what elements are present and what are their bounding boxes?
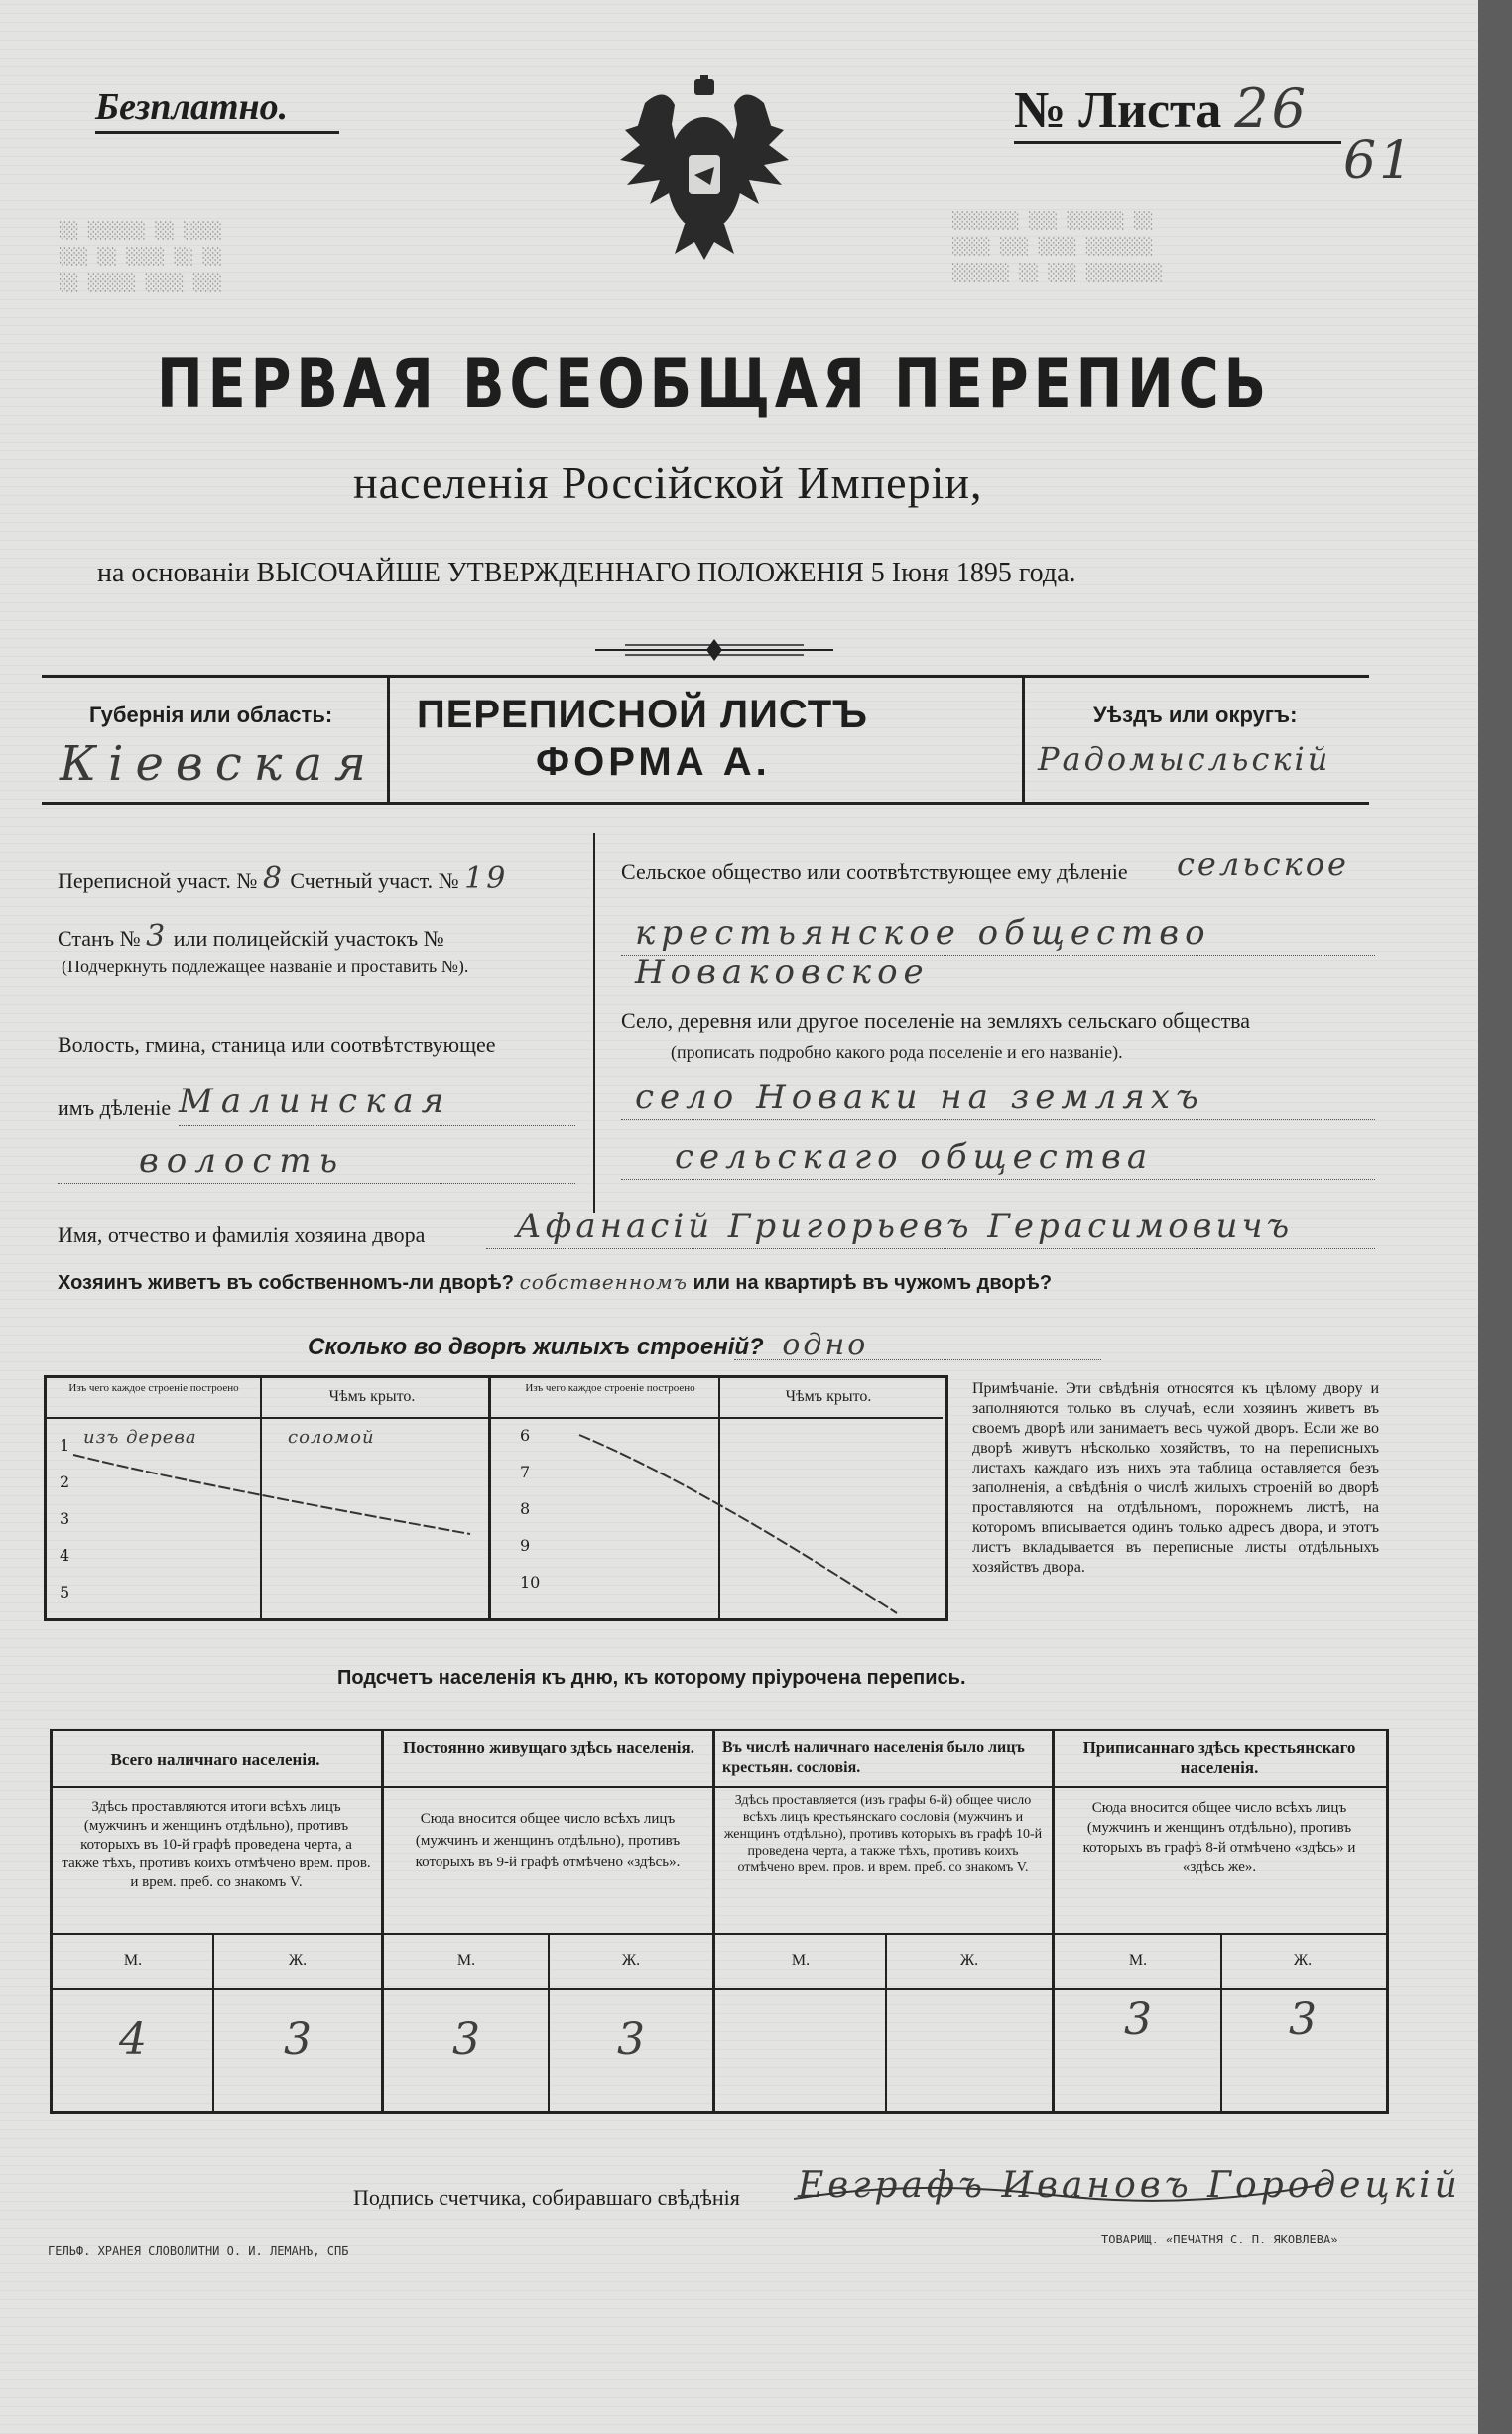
society-line — [621, 955, 1375, 956]
owner-value: Афанасій Григорьевъ Герасимовичъ — [516, 1207, 1294, 1246]
stan-field — [58, 919, 444, 954]
sheet-number-label: № Листа — [1014, 82, 1222, 139]
free-label: Безплатно. — [95, 86, 289, 128]
footer-left: ГЕЛЬФ. ХРАНЕЯ СЛОВОЛИТНИ О. И. ЛЕМАНЪ, СПБ — [48, 2244, 349, 2258]
buildings-col-roof: Чѣмъ крыто. — [328, 1388, 416, 1405]
pop-col4-desc: Сюда вносится общее число всѣхъ лицъ (мужчинъ и женщинъ отдѣльно), противъ которыхъ въ графѣ 8-й отмѣчено «здѣсь» и «здѣсь же». — [1082, 1800, 1356, 1875]
pop-col4-m-value: 3 — [1124, 1994, 1152, 2045]
residence-label-2: или на квартирѣ въ чужомъ дворѣ? — [693, 1272, 1053, 1294]
pop-mf-rule — [50, 1988, 1389, 1990]
buildings-col-material-right: Изъ чего каждое строеніе построено — [525, 1382, 695, 1394]
pop-col1-m-label: М. — [123, 1952, 143, 1969]
province-label: Губернія или область: — [89, 703, 333, 727]
district-value: Радомысльскій — [1038, 740, 1331, 778]
pop-header-rule — [50, 1786, 1389, 1788]
row-number: 7 — [520, 1463, 531, 1481]
village-value-2: сельскаго общества — [675, 1137, 1154, 1177]
pop-col3-desc: Здѣсь проставляется (изъ графы 6-й) общее число всѣхъ лицъ крестьянскаго сословія (мужчинъ и женщинъ отдѣльно), противъ которыхъ въ графѣ 10-й проведена черта, а также тѣхъ, противъ коихъ отмѣчено врем. пров. и врем. преб. со знакомъ V. — [723, 1793, 1043, 1875]
underline-instruction: (Подчеркнуть подлежащее названіе и проставить №). — [62, 957, 469, 976]
owner-label: Имя, отчество и фамилія хозяина двора — [58, 1222, 426, 1247]
footer-right: ТОВАРИЩ. «ПЕЧАТНЯ С. П. ЯКОВЛЕВА» — [1101, 2233, 1338, 2246]
pop-col1-f-label: Ж. — [288, 1952, 308, 1969]
village-line-2 — [621, 1179, 1375, 1180]
village-label: Село, деревня или другое поселеніе на земляхъ сельскаго общества — [621, 1008, 1251, 1033]
buildings-value: одно — [782, 1328, 869, 1362]
band-bottom-rule — [42, 802, 1369, 805]
corner-note: 61 — [1343, 131, 1416, 191]
society-label: Сельское общество или соотвѣтствующее ему дѣленіе — [621, 859, 1128, 884]
buildings-label: Сколько во дворѣ жилыхъ строеній? — [308, 1334, 764, 1360]
imperial-eagle-emblem — [615, 75, 794, 264]
bleed-through-text: ░░ ░░░░░░ ░░ ░░░░ ░░░ ░░ ░░░░ ░░ ░░ ░░ ░░░░░ ░░░░ ░░░ — [60, 221, 222, 292]
pop-col4-m-label: М. — [1128, 1952, 1148, 1969]
pop-col1-desc: Здѣсь проставляются итоги всѣхъ лицъ (мужчинъ и женщинъ отдѣльно), противъ которыхъ въ 10-й графѣ проведена черта, а также тѣхъ, противъ коихъ отмѣчено врем. пров. и врем. преб. со знакомъ V. — [62, 1799, 371, 1890]
volost-line — [179, 1125, 575, 1126]
signature-label: Подпись счетчика, собиравшаго свѣдѣнія — [353, 2185, 740, 2210]
owner-line — [486, 1248, 1375, 1249]
band-top-rule — [42, 675, 1369, 678]
population-title: Подсчетъ населенія къ дню, къ которому пріурочена перепись. — [337, 1667, 966, 1689]
census-area-field — [58, 861, 508, 896]
volost-value-2: волость — [139, 1141, 346, 1181]
pop-col2-desc: Сюда вносится общее число всѣхъ лицъ (мужчинъ и женщинъ отдѣльно), противъ которыхъ въ 9-й графѣ отмѣчено «здѣсь». — [415, 1811, 681, 1870]
form-title: ПЕРЕПИСНОЙ ЛИСТЪ — [417, 693, 868, 736]
pop-col2-m-label: М. — [456, 1952, 476, 1969]
volost-sublabel: имъ дѣленіе — [58, 1095, 172, 1120]
row-number: 5 — [60, 1583, 70, 1601]
stan-value: 3 — [146, 919, 169, 954]
row-number: 10 — [520, 1573, 541, 1592]
pop-col2-f-label: Ж. — [621, 1952, 641, 1969]
society-value: сельское — [1177, 845, 1349, 883]
pop-col4-f-label: Ж. — [1293, 1952, 1313, 1969]
pop-col2-header: Постоянно живущаго здѣсь населенія. — [403, 1738, 694, 1757]
free-underline — [95, 131, 339, 134]
buildings-line — [734, 1359, 1101, 1360]
row-number: 4 — [60, 1546, 70, 1565]
row-number: 9 — [520, 1536, 531, 1555]
sheet-number-underline — [1014, 141, 1341, 144]
signature-flourish — [794, 2169, 1329, 2209]
row-number: 6 — [520, 1426, 531, 1445]
volost-value: Малинская — [179, 1082, 452, 1121]
volost-label: Волость, гмина, станица или соотвѣтствующее — [58, 1032, 496, 1057]
residence-label: Хозяинъ живетъ въ собственномъ-ли дворѣ? — [58, 1272, 515, 1294]
pop-col3-m-label: М. — [791, 1952, 811, 1969]
fields-divider — [593, 833, 595, 1213]
residence-value: собственномъ — [519, 1270, 688, 1294]
subtitle: населенія Россійской Имперіи, — [353, 457, 983, 508]
pop-col2-m-value: 3 — [452, 2014, 480, 2065]
sheet-number-value: 26 — [1234, 77, 1309, 140]
note-text: Примѣчаніе. Эти свѣдѣнія относятся къ цѣлому двору и заполняются только въ случаѣ, если хозяинъ живетъ въ своемъ дворѣ или занимаетъ весь чужой дворъ. Если же во дворѣ живутъ нѣсколько хозяйствъ, то на переписныхъ листахъ каждаго изъ нихъ эта таблица оставляется безъ заполненія, а свѣдѣнія о числѣ жилыхъ строеній во дворѣ проставляются на отдѣльномъ, порожнемъ листѣ, на которомъ вписывается одинъ только адресъ двора, и этотъ листъ вкладывается въ переписные листы отдѣльныхъ хозяйствъ двора. — [972, 1380, 1379, 1576]
scan-edge — [1478, 0, 1512, 2434]
main-title: ПЕРВАЯ ВСЕОБЩАЯ ПЕРЕПИСЬ — [157, 345, 1272, 424]
strike-through-lines — [44, 1375, 943, 1619]
buildings-col-material: Изъ чего каждое строеніе построено — [68, 1382, 239, 1394]
pop-col3-header: Въ числѣ наличнаго населенія было лицъ крестьян. сословія. — [722, 1739, 1025, 1776]
police-label: или полицейскій участокъ № — [173, 926, 444, 951]
residence-field — [58, 1270, 1052, 1295]
village-value: село Новаки на земляхъ — [635, 1078, 1204, 1117]
sheet-number — [1014, 77, 1309, 140]
signature-value: Евграфъ Ивановъ Городецкій — [798, 2165, 1461, 2206]
district-label: Уѣздъ или округъ: — [1093, 703, 1298, 727]
row1-roof: соломой — [288, 1427, 375, 1448]
pop-col1-f-value: 3 — [284, 2014, 312, 2065]
pop-desc-rule — [50, 1933, 1389, 1935]
band-divider-right — [1022, 675, 1025, 804]
village-line — [621, 1119, 1375, 1120]
counting-area-label: Счетный участ. № — [290, 868, 459, 893]
pop-col4-f-value: 3 — [1289, 1994, 1317, 2045]
buildings-field — [308, 1328, 868, 1362]
village-instruction: (прописать подробно какого рода поселеніе и его названіе). — [671, 1042, 1123, 1062]
legal-basis: на основаніи ВЫСОЧАЙШЕ УТВЕРЖДЕННАГО ПОЛОЖЕНІЯ 5 Іюня 1895 года. — [97, 558, 1076, 588]
form-label: ФОРМА А. — [536, 740, 771, 784]
ornamental-divider — [595, 635, 833, 665]
row-number: 3 — [60, 1509, 70, 1528]
pop-col4-header: Приписаннаго здѣсь крестьянскаго населенія. — [1082, 1738, 1356, 1777]
pop-col2-f-value: 3 — [617, 2014, 645, 2065]
row1-material: изъ дерева — [83, 1427, 197, 1448]
pop-col3-f-label: Ж. — [959, 1952, 979, 1969]
pop-col1-m-value: 4 — [119, 2014, 147, 2065]
row-number: 8 — [520, 1499, 531, 1518]
census-area-label: Переписной участ. № — [58, 868, 258, 893]
pop-col1-header: Всего наличнаго населенія. — [110, 1750, 320, 1769]
row-number: 1 — [60, 1436, 70, 1455]
province-value: Кіевская — [60, 736, 378, 792]
buildings-col-roof-right: Чѣмъ крыто. — [785, 1388, 872, 1405]
counting-area-value: 19 — [464, 861, 509, 896]
census-area-value: 8 — [262, 861, 285, 896]
bleed-through-text: ░░░░░░░ ░░░ ░░░░░░ ░░ ░░░░ ░░░ ░░░░ ░░░░░░░ ░░░░░░ ░░ ░░░ ░░░░░░░░ — [952, 211, 1163, 282]
band-divider-left — [387, 675, 390, 804]
society-value-2: крестьянское общество Новаковское — [635, 913, 1211, 992]
stan-label: Станъ № — [58, 926, 141, 951]
row-number: 2 — [60, 1473, 70, 1491]
volost-line-2 — [58, 1183, 575, 1184]
